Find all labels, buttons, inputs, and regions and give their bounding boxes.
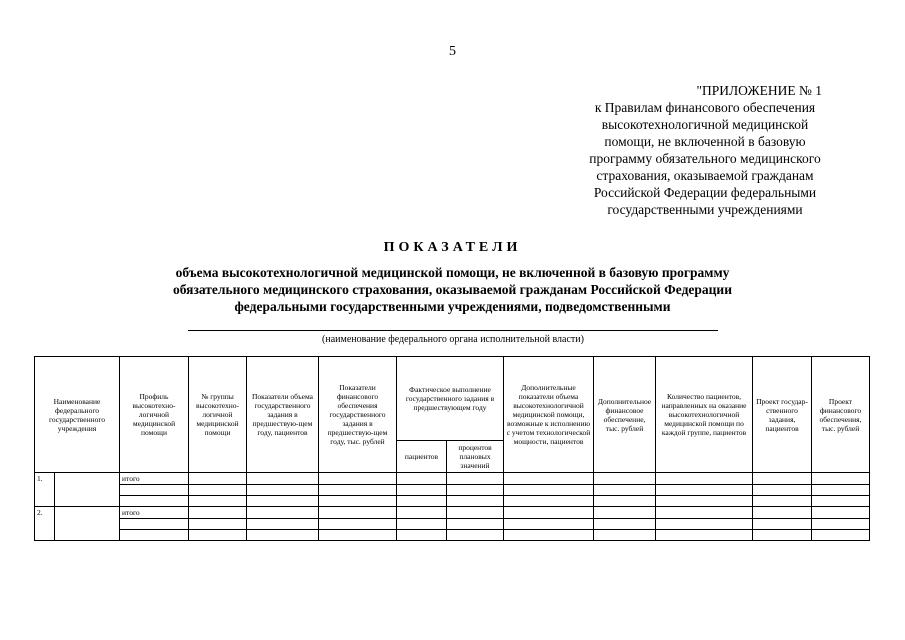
table-cell: [319, 473, 397, 485]
table-cell: [504, 473, 594, 485]
table-cell: [656, 530, 753, 541]
table-cell: [753, 473, 812, 485]
appendix-line: помощи, не включенной в базовую: [604, 134, 806, 149]
header-volume-indicators: Показатели объема государственного задания в предшествую-щем году, пациентов: [247, 357, 319, 473]
table-cell: [247, 485, 319, 496]
table-row: [35, 507, 870, 519]
table-cell: [397, 519, 447, 530]
table-cell: [189, 496, 247, 507]
appendix-heading: "ПРИЛОЖЕНИЕ № 1: [696, 83, 822, 98]
table-cell: [753, 496, 812, 507]
table-cell: [812, 496, 870, 507]
table-row: [35, 519, 870, 530]
table-cell: [656, 507, 753, 519]
table-cell: [319, 496, 397, 507]
table-cell: [397, 530, 447, 541]
table-cell: [319, 485, 397, 496]
table-cell: [120, 485, 189, 496]
table-cell: [189, 485, 247, 496]
table-cell: [120, 519, 189, 530]
table-cell: [447, 485, 504, 496]
table-cell: [594, 496, 656, 507]
table-cell: [594, 485, 656, 496]
table-row: [35, 485, 870, 496]
row-total-label: итого: [120, 473, 189, 485]
header-profile: Профиль высокотехно-логичной медицинской помощи: [120, 357, 189, 473]
table-cell: [247, 519, 319, 530]
row-number: 2.: [35, 507, 55, 541]
header-draft-financing: Проект финансового обеспечения, тыс. рублей: [812, 357, 870, 473]
table-cell: [656, 519, 753, 530]
appendix-line: к Правилам финансового обеспечения: [594, 100, 816, 115]
header-group-number: № группы высокотехно-логичной медицинской помощи: [189, 357, 247, 473]
appendix-line: высокотехнологичной медицинской: [601, 117, 809, 132]
appendix-line: государственными учреждениями: [607, 202, 803, 217]
table-row: [35, 496, 870, 507]
table-cell: [504, 507, 594, 519]
table-row: [35, 530, 870, 541]
table-cell: [447, 507, 504, 519]
appendix-line: страхования, оказываемой гражданам: [596, 168, 814, 183]
indicators-table: [34, 356, 870, 541]
table-cell: [753, 507, 812, 519]
table-cell: [55, 507, 120, 541]
table-cell: [247, 473, 319, 485]
appendix-block: [560, 82, 850, 218]
header-additional-volume: Дополнительные показатели объема высокотехнологичной медицинской помощи, возможные к исполнению с учетом технологической мощности, пациентов: [504, 357, 594, 473]
table-cell: [753, 485, 812, 496]
header-patients-referred: Количество пациентов, направленных на оказание высокотехнологичной медицинской помощи по каждой группе, пациентов: [656, 357, 753, 473]
document-subtitle: [100, 264, 805, 315]
subtitle-line: федеральными государственными учреждениями, подведомственными: [234, 299, 671, 314]
header-patients: пациентов: [397, 441, 447, 473]
table-cell: [753, 519, 812, 530]
table-cell: [656, 485, 753, 496]
table-cell: [812, 473, 870, 485]
organ-name-underline: [188, 330, 718, 331]
table-cell: [504, 519, 594, 530]
table-cell: [189, 507, 247, 519]
table-cell: [319, 507, 397, 519]
row-number: 1.: [35, 473, 55, 507]
table-cell: [55, 473, 120, 507]
header-draft-assignment: Проект государ-ственного задания, пациентов: [753, 357, 812, 473]
table-row: [35, 473, 870, 485]
table-cell: [594, 519, 656, 530]
table-cell: [447, 496, 504, 507]
table-cell: [319, 530, 397, 541]
table-cell: [812, 530, 870, 541]
table-cell: [812, 485, 870, 496]
table-cell: [504, 496, 594, 507]
appendix-line: программу обязательного медицинского: [589, 151, 821, 166]
document-title: ПОКАЗАТЕЛИ: [383, 240, 522, 255]
page-number: 5: [449, 44, 456, 59]
row-total-label: итого: [120, 507, 189, 519]
appendix-line: Российской Федерации федеральными: [593, 185, 817, 200]
table-cell: [189, 530, 247, 541]
table-cell: [397, 485, 447, 496]
header-institution: Наименование федерального государственного учреждения: [35, 357, 120, 473]
table-cell: [504, 485, 594, 496]
table-cell: [247, 507, 319, 519]
table-cell: [594, 530, 656, 541]
table-cell: [504, 530, 594, 541]
table-cell: [812, 519, 870, 530]
table-cell: [594, 507, 656, 519]
table-cell: [397, 496, 447, 507]
table-cell: [753, 530, 812, 541]
table-cell: [656, 473, 753, 485]
table-cell: [447, 519, 504, 530]
table-cell: [656, 496, 753, 507]
table-cell: [189, 473, 247, 485]
header-percent-planned: процентов плановых значений: [447, 441, 504, 473]
table-cell: [447, 530, 504, 541]
table-cell: [397, 507, 447, 519]
table-cell: [120, 496, 189, 507]
header-financial-indicators: Показатели финансового обеспечения государственного задания в предшествую-щем году, тыс. рублей: [319, 357, 397, 473]
table-cell: [120, 530, 189, 541]
subtitle-line: объема высокотехнологичной медицинской помощи, не включенной в базовую программу: [175, 265, 730, 280]
table-cell: [247, 496, 319, 507]
organ-caption: (наименование федерального органа исполнительной власти): [322, 334, 584, 345]
table-cell: [812, 507, 870, 519]
header-actual-fulfillment: Фактическое выполнение государственного задания в предшествующем году: [397, 357, 504, 441]
table-cell: [319, 519, 397, 530]
table-cell: [397, 473, 447, 485]
header-additional-financing: Дополнительное финансовое обеспечение, тыс. рублей: [594, 357, 656, 473]
table-cell: [189, 519, 247, 530]
table-cell: [447, 473, 504, 485]
table-cell: [247, 530, 319, 541]
subtitle-line: обязательного медицинского страхования, оказываемой гражданам Российской Федерации: [172, 282, 732, 297]
table-cell: [594, 473, 656, 485]
